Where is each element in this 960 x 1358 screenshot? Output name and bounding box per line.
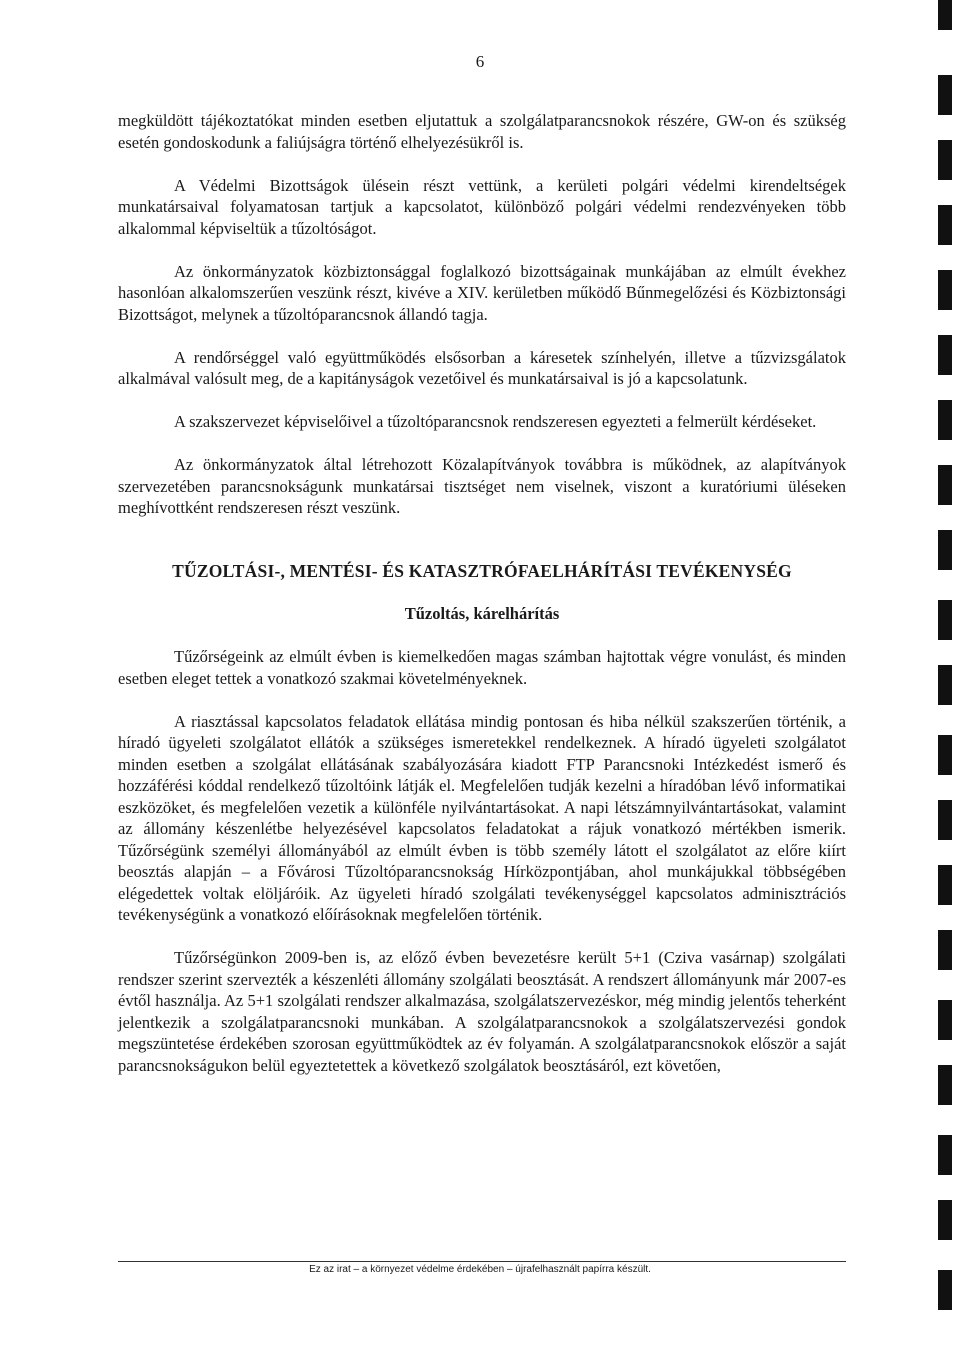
scan-edge-mark xyxy=(938,0,952,30)
paragraph-1: megküldött tájékoztatókat minden esetben eljutattuk a szolgálatparancsnokok részére, GW-on és szükség esetén gondoskodunk a faliújságra történő elhelyezésükről is. xyxy=(118,111,846,152)
scan-edge-mark xyxy=(938,270,952,310)
scan-edge-mark xyxy=(938,1200,952,1240)
paragraph-9: Tűzőrségünkon 2009-ben is, az előző évben bevezetésre került 5+1 (Cziva vasárnap) szolgálati rendszer szerint szervezték a készenléti állomány szolgálati beosztását. A rendszert állományunk már 2007-es évtől használja. Az 5+1 szolgálati rendszer alkalmazása, szolgálatszervezéskor, még mindig jelentős teherként jelentkezik a szolgálatparancsnoki munkában. A szolgálatparancsnokok a szolgálatszervezési gondok megszüntetése érdekében szorosan együttműködtek az év folyamán. A szolgálatparancsnokok először a saját parancsnokságukon belül egyeztetettek a következő szolgálatok beosztásáról, ezt követően, xyxy=(118,948,846,1075)
paragraph-2: A Védelmi Bizottságok ülésein részt vettünk, a kerületi polgári védelmi kirendeltségek munkatársaival folyamatosan tartjuk a kapcsolatot, különböző polgári védelmi rendezvényeken több alkalommal képviseltük a tűzoltóságot. xyxy=(118,175,846,238)
scan-edge-mark xyxy=(938,930,952,970)
scan-edge-mark xyxy=(938,1065,952,1105)
scan-edge-mark xyxy=(938,400,952,440)
scan-edge-mark xyxy=(938,1135,952,1175)
paragraph-7: Tűzőrségeink az elmúlt évben is kiemelkedően magas számban hajtottak végre vonulást, és minden esetben eleget tettek a vonatkozó szakmai követelményeknek. xyxy=(118,647,846,688)
paragraph-8: A riasztással kapcsolatos feladatok ellátása mindig pontosan és hiba nélkül szakszerűen történik, a híradó ügyeleti szolgálatot ellátók a szükséges ismeretekkel rendelkeznek. A híradó ügyeleti szolgálatot minden esetben a szolgálat ellátásának szabályozására kiadott FTP Parancsnoki Intézkedést ismerő és hozzáférési kóddal rendelkező tűzoltóink látják el. Megfelelően tudják kezelni a híradóban lévő informatikai eszközöket, és megfelelően vezetik a különféle nyilvántartásokat. A napi létszámnyilvántartásokat, valamint az állomány készenlétbe helyezésével kapcsolatos feladatokat a rájuk vonatkozó mértékben ismerik. Tűzőrségünk személyi állományából az elmúlt évben is több személy látott el szolgálatot az előre kiírt beosztás alapján – a Fővárosi Tűzoltóparancsnokság Hírközpontjában, ahol munkájukkal többségében elégedettek voltak elöljáróik. Az ügyeleti híradó szolgálati tevékenységgel kapcsolatos adminisztrációs tevékenységünk a vonatkozó előírásoknak megfelelően történik. xyxy=(118,711,846,924)
scan-edge-mark xyxy=(938,530,952,570)
document-body xyxy=(118,110,846,1098)
section-heading: TŰZOLTÁSI-, MENTÉSI- ÉS KATASZTRÓFAELHÁRÍTÁSI TEVÉKENYSÉG xyxy=(172,560,792,581)
page-number: 6 xyxy=(475,52,485,71)
footer-note: Ez az irat – a környezet védelme érdekében – újrafelhasznált papírra készült. xyxy=(309,1264,651,1275)
sub-heading: Tűzoltás, kárelhárítás xyxy=(404,604,560,623)
scan-edge-mark xyxy=(938,800,952,840)
scan-edge-mark xyxy=(938,1000,952,1040)
paragraph-4: A rendőrséggel való együttműködés elsősorban a káresetek színhelyén, illetve a tűzvizsgálatok alkalmával valósult meg, de a kapitányságok vezetőivel és munkatársaival is jó a kapcsolatunk. xyxy=(118,347,846,388)
footer-divider xyxy=(118,1261,846,1262)
scan-edge-mark xyxy=(938,335,952,375)
scan-edge-mark xyxy=(938,665,952,705)
paragraph-5: A szakszervezet képviselőivel a tűzoltóparancsnok rendszeresen egyezteti a felmerült kérdéseket. xyxy=(174,412,817,431)
scan-edge-mark xyxy=(938,75,952,115)
paragraph-6: Az önkormányzatok által létrehozott Közalapítványok továbbra is működnek, az alapítványok szervezetében parancsnokságunk munkatársai tisztséget nem viselnek, viszont a kuratóriumi üléseken meghívottként rendszeresen részt veszünk. xyxy=(118,455,846,517)
scan-edge-mark xyxy=(938,1270,952,1310)
scan-edge-marks xyxy=(920,0,960,1358)
scan-edge-mark xyxy=(938,205,952,245)
scan-edge-mark xyxy=(938,140,952,180)
paragraph-3: Az önkormányzatok közbiztonsággal foglalkozó bizottságainak munkájában az elmúlt évekhez hasonlóan alkalomszerűen veszünk részt, kivéve a XIV. kerületben működő Bűnmegelőzési és Közbiztonsági Bizottságot, melynek a tűzoltóparancsnok állandó tagja. xyxy=(118,261,846,324)
scan-edge-mark xyxy=(938,735,952,775)
scan-edge-mark xyxy=(938,865,952,905)
scan-edge-mark xyxy=(938,465,952,505)
scan-edge-mark xyxy=(938,600,952,640)
